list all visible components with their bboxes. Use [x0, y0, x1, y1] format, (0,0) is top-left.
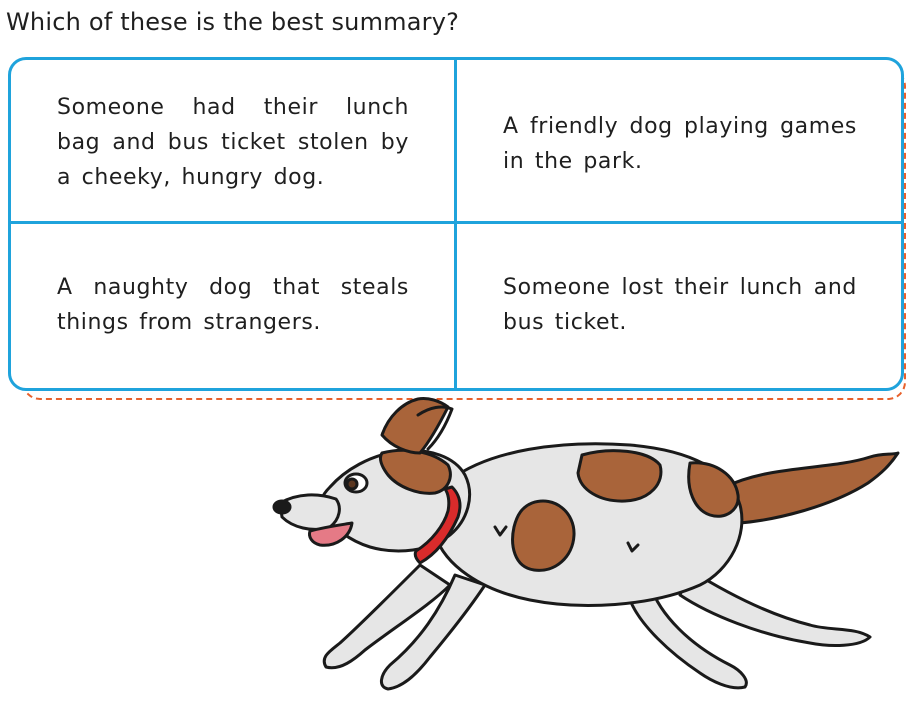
answer-option-3[interactable] [11, 224, 457, 388]
answer-option-4[interactable] [457, 224, 901, 388]
question-heading: Which of these is the best summary? [6, 8, 460, 36]
running-dog-illustration [270, 395, 910, 706]
answer-option-2[interactable] [457, 60, 901, 224]
answer-option-1[interactable] [11, 60, 457, 224]
answer-option-2-text: A friendly dog playing games in the park. [503, 114, 857, 174]
answer-option-1-text: Someone had their lunch bag and bus ticket stolen by a cheeky, hungry dog. [57, 95, 409, 190]
answer-option-3-text: A naughty dog that steals things from strangers. [57, 275, 409, 335]
answer-grid [8, 57, 904, 391]
answer-option-4-text: Someone lost their lunch and bus ticket. [503, 275, 857, 335]
